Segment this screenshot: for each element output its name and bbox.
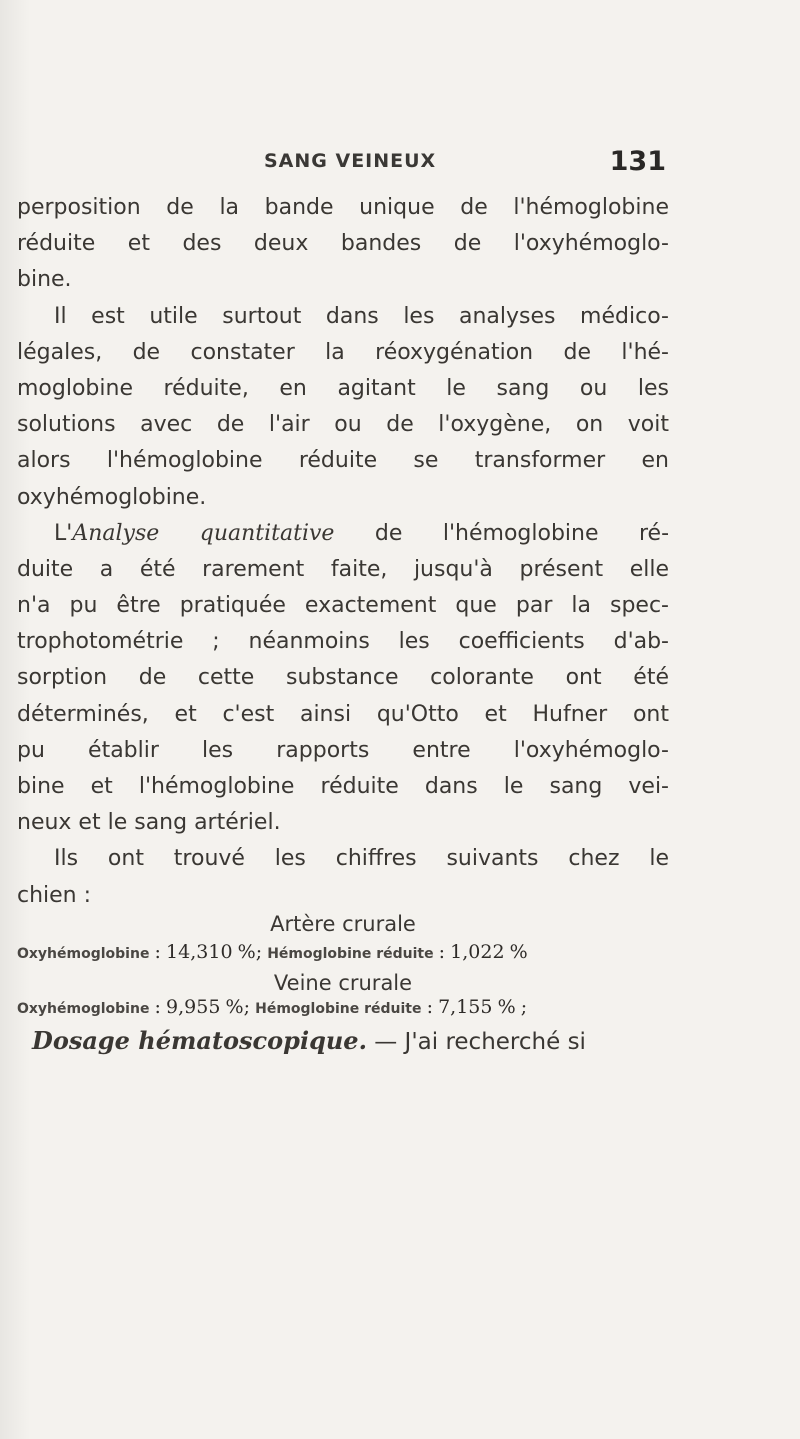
vein-values-row	[17, 996, 677, 1018]
colon: :	[154, 941, 161, 963]
text-line: bine et l'hémoglobine réduite dans le sang vei-	[17, 774, 669, 799]
oxy-label: Oxyhémoglobine	[17, 1001, 150, 1017]
text-fragment: L'	[54, 520, 73, 546]
text-line: alors l'hémoglobine réduite se transformer en	[17, 448, 669, 474]
percent-sign: %	[237, 941, 256, 963]
separator: ;	[255, 941, 263, 963]
oxy-label: Oxyhémoglobine	[17, 946, 150, 962]
separator: ;	[243, 996, 251, 1018]
text-line: duite a été rarement faite, jusqu'à présent elle	[17, 556, 669, 582]
text-line: chien :	[17, 882, 92, 908]
vein-heading: Veine crurale	[273, 971, 413, 995]
text-line: solutions avec de l'air ou de l'oxygène, on voit	[17, 412, 669, 438]
reduced-value: 1,022	[450, 941, 505, 963]
text-line: oxyhémoglobine.	[17, 484, 207, 510]
text-line: n'a pu être pratiquée exactement que par la spec-	[17, 593, 669, 619]
end-punctuation: ;	[520, 996, 528, 1018]
text-line: déterminés, et c'est ainsi qu'Otto et Hufner ont	[17, 701, 669, 727]
colon: :	[154, 996, 161, 1018]
text-line: réduite et des deux bandes de l'oxyhémoglo-	[17, 231, 669, 257]
text-line: Il est utile surtout dans les analyses médico-	[54, 303, 669, 329]
artery-values-row	[17, 941, 677, 963]
colon: :	[438, 941, 446, 963]
reduced-label: Hémoglobine réduite	[267, 946, 434, 962]
running-header	[256, 146, 666, 182]
colon: :	[426, 996, 433, 1018]
artery-heading: Artère crurale	[270, 912, 416, 936]
italic-term: Analyse quantitative	[72, 520, 335, 546]
text-fragment: de l'hémoglobine ré-	[334, 520, 670, 546]
section-start-line	[32, 1026, 669, 1055]
main-text	[17, 190, 669, 914]
reduced-label: Hémoglobine réduite	[255, 1001, 422, 1017]
text-line: Ils ont trouvé les chiffres suivants chez le	[54, 846, 669, 872]
percent-sign: %	[225, 996, 244, 1018]
page-number: 131	[609, 146, 666, 177]
section-heading: Dosage hématoscopique.	[32, 1026, 367, 1055]
text-line: moglobine réduite, en agitant le sang ou les	[17, 375, 669, 401]
text-line: pu établir les rapports entre l'oxyhémoglo-	[17, 737, 669, 763]
percent-sign: %	[509, 941, 528, 963]
text-line: neux et le sang artériel.	[17, 810, 281, 836]
reduced-value: 7,155	[438, 996, 493, 1018]
text-line	[17, 516, 669, 552]
text-fragment: — J'ai recherché si	[366, 1029, 586, 1055]
text-line: trophotométrie ; néanmoins les coefficients d'ab-	[17, 629, 669, 655]
oxy-value: 9,955	[166, 996, 221, 1018]
text-line: perposition de la bande unique de l'hémoglobine	[17, 195, 669, 220]
oxy-value: 14,310	[166, 941, 233, 963]
running-title: SANG VEINEUX	[264, 150, 437, 172]
percent-sign: %	[497, 996, 516, 1018]
text-line: sorption de cette substance colorante ont été	[17, 665, 669, 691]
text-line: légales, de constater la réoxygénation de l'hé-	[17, 339, 669, 365]
text-line: bine.	[17, 267, 72, 293]
